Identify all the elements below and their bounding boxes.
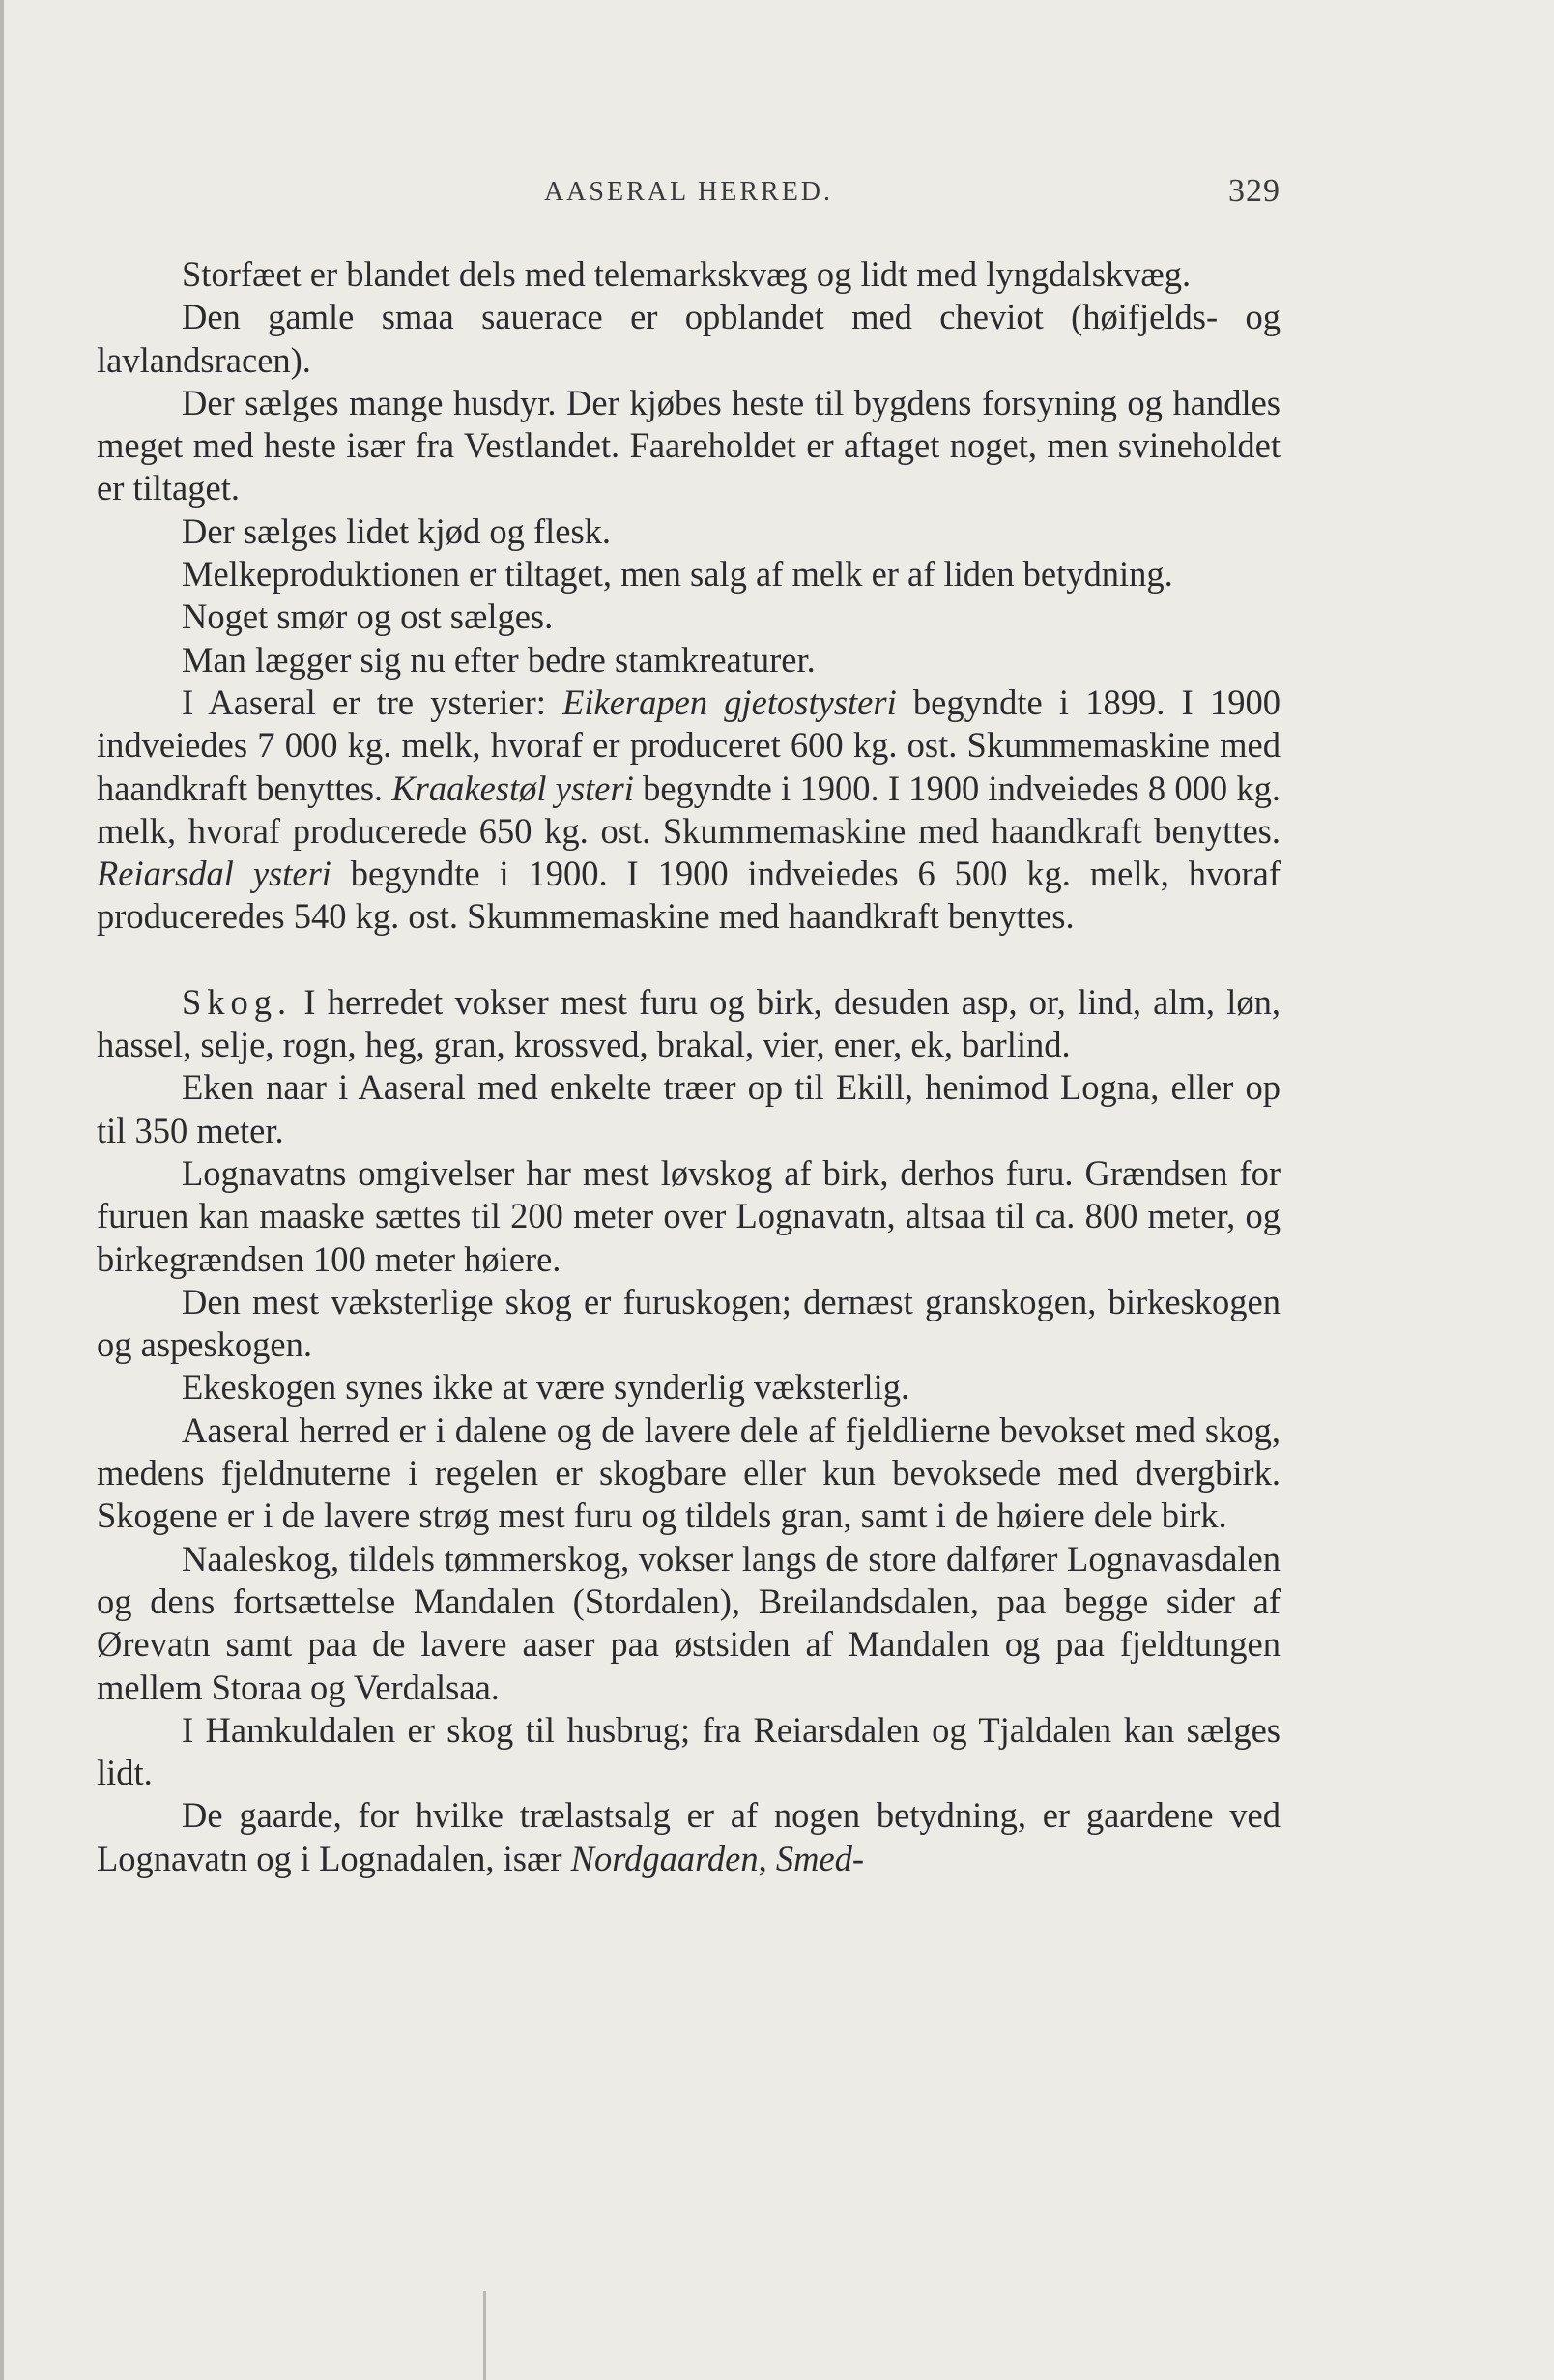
paragraph: Aaseral herred er i dalene og de lavere dele af fjeldlierne bevokset med skog, medens fjeldnuterne i regelen er skogbare eller kun bevoksede med dvergbirk. Skogene er i de lavere strøg mest furu og tildels gran, samt i de høiere dele birk.: [97, 1409, 1281, 1536]
paragraph: Lognavatns omgivelser har mest løvskog af birk, derhos furu. Grændsen for furuen kan maaske sættes til 200 meter over Lognavatn, altsaa til ca. 800 meter, og birkegrændsen 100 meter høiere.: [97, 1152, 1281, 1279]
page-edge-mark: [0, 0, 4, 2380]
paragraph: Man lægger sig nu efter bedre stamkreaturer.: [182, 639, 816, 680]
paragraph: Den gamle smaa sauerace er opblandet med cheviot (høifjelds- og lavlandsracen).: [97, 297, 1281, 380]
ysteri-text: begyndte i 1900. I 1900 indveiedes 8 000 kg. melk, hvoraf producerede 650 kg. ost. Skummemaskine med haandkraft benyttes.: [97, 768, 1281, 851]
skog-paragraph: [97, 981, 1281, 1067]
paragraph: Noget smør og ost sælges.: [182, 596, 554, 637]
body-text: [97, 253, 1281, 1880]
ysteri-name: Eikerapen gjetostysteri: [562, 682, 897, 722]
ysteri-text: begyndte i 1899. I 1900 indveiedes 7 000 kg. melk, hvoraf er produceret 600 kg. ost. Skummemaskine med haandkraft benyttes.: [97, 682, 1281, 808]
ysteri-text: begyndte i 1900. I 1900 indveiedes 6 500 kg. melk, hvoraf produceredes 540 kg. ost. Skummemaskine med haandkraft benyttes.: [97, 854, 1281, 937]
last-paragraph: [97, 1794, 1281, 1880]
paragraph: Storfæet er blandet dels med telemarkskvæg og lidt med lyngdalskvæg.: [182, 254, 1192, 294]
farm-name: Smed-: [775, 1838, 865, 1878]
farm-name: Nordgaarden: [570, 1838, 759, 1878]
paragraph: Naaleskog, tildels tømmerskog, vokser langs de store dalfører Lognavasdalen og dens fortsættelse Mandalen (Stordalen), Breilandsdalen, paa begge sider af Ørevatn samt paa de lavere aaser paa østsiden af Mandalen og paa fjeldtungen mellem Storaa og Verdalsaa.: [97, 1538, 1281, 1707]
paragraph: I Hamkuldalen er skog til husbrug; fra Reiarsdalen og Tjaldalen kan sælges lidt.: [97, 1709, 1281, 1793]
ysteri-name: Kraakestøl ysteri: [391, 768, 634, 808]
separator: ,: [758, 1838, 776, 1878]
last-text: De gaarde, for hvilke trælastsalg er af nogen betydning, er gaardene ved Lognavatn og i Lognadalen, især: [97, 1795, 1281, 1878]
ysteri-paragraph: [97, 682, 1281, 939]
skog-first-text: I herredet vokser mest furu og birk, desuden asp, or, lind, alm, løn, hassel, selje, rogn, heg, gran, krossved, brakal, vier, ener, ek, barlind.: [97, 981, 1281, 1065]
page-fold-mark: [483, 2291, 486, 2380]
paragraph: Der sælges lidet kjød og flesk.: [182, 510, 612, 551]
paragraph: Der sælges mange husdyr. Der kjøbes heste til bygdens forsyning og handles meget med heste især fra Vestlandet. Faareholdet er aftaget noget, men svineholdet er tiltaget.: [97, 382, 1281, 508]
paragraph: Eken naar i Aaseral med enkelte træer op til Ekill, henimod Logna, eller op til 350 meter.: [97, 1067, 1281, 1150]
header-title: AASERAL HERRED.: [543, 177, 834, 207]
paragraph: Den mest væksterlige skog er furuskogen; dernæst granskogen, birkeskogen og aspeskogen.: [97, 1281, 1281, 1365]
ysteri-intro: I Aaseral er tre ysterier:: [182, 682, 563, 722]
ysteri-name: Reiarsdal ysteri: [97, 854, 331, 894]
paragraph: Ekeskogen synes ikke at være synderlig væksterlig.: [182, 1367, 910, 1408]
paragraph: Melkeproduktionen er tiltaget, men salg af melk er af liden betydning.: [182, 554, 1173, 595]
page-number: 329: [1228, 173, 1281, 209]
section-heading-skog: Skog.: [182, 981, 293, 1022]
